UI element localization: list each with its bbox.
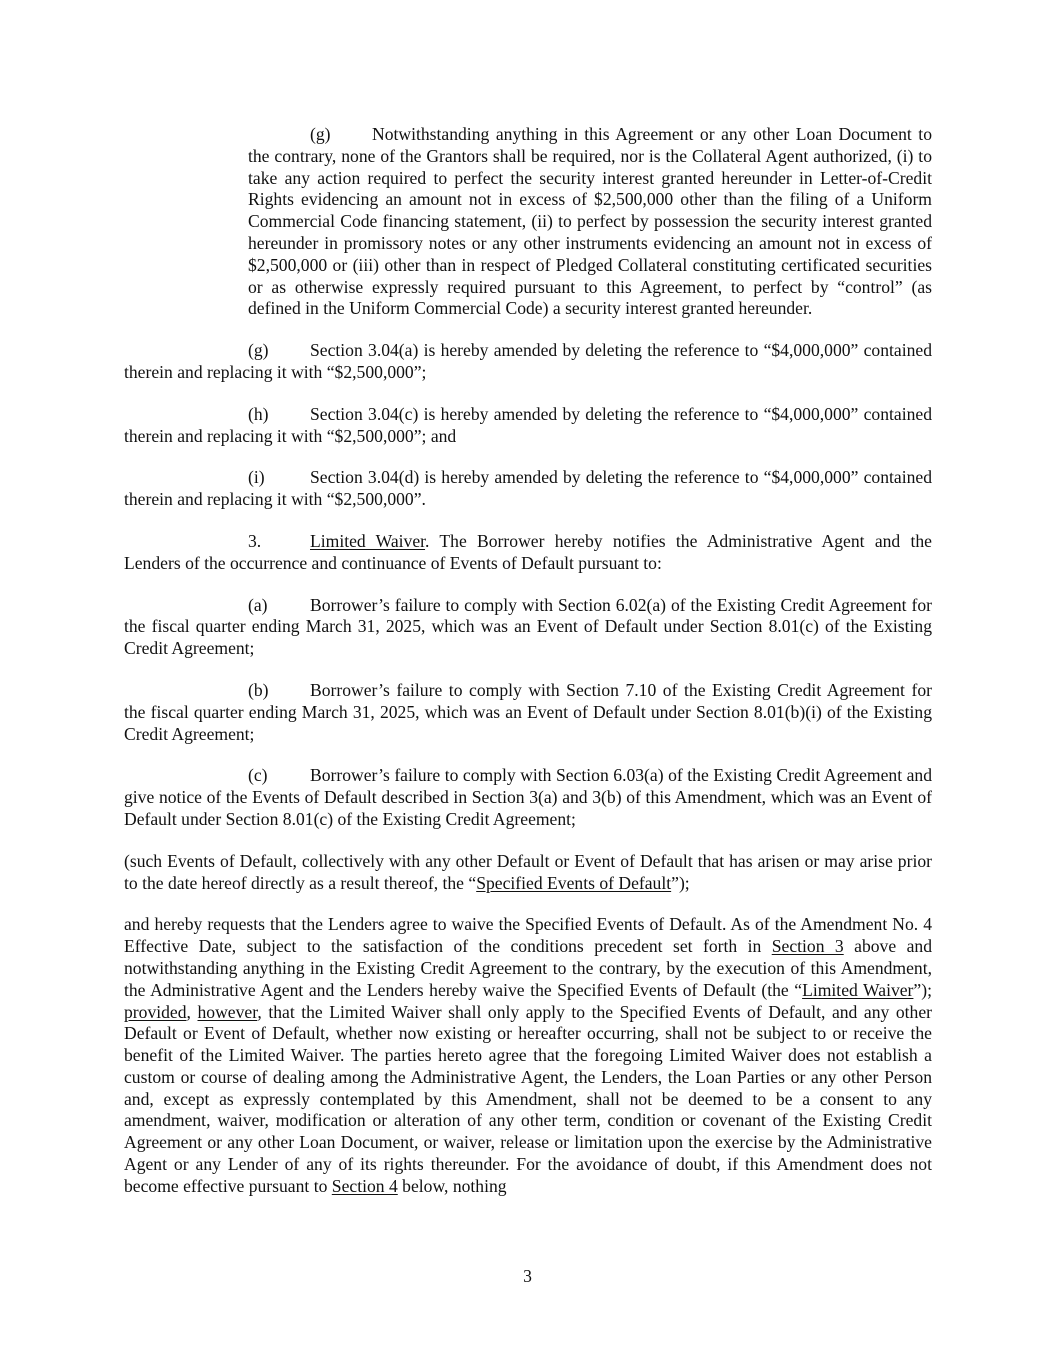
paragraph-a-default xyxy=(124,595,932,660)
paragraph-text: below, nothing xyxy=(397,1175,507,1196)
paragraph-text: and hereby requests that the Lenders agree to waive the Specified Events of Default. As of the Amendment No. 4 Effective Date, subject to the satisfaction of the conditions precedent set forth in xyxy=(124,914,932,957)
paragraph-text: Section 3.04(d) is hereby amended by deleting the reference to “$4,000,000” contained therein and replacing it with “$2,500,000”. xyxy=(124,467,932,510)
paragraph-text: Borrower’s failure to comply with Section 6.03(a) of the Existing Credit Agreement and give notice of the Events of Default described in Section 3(a) and 3(b) of this Amendment, which was an Event of Default under Section 8.01(c) of the Existing Credit Agreement; xyxy=(124,765,932,829)
defined-term: Specified Events of Default xyxy=(476,872,672,893)
document-page xyxy=(124,124,932,1198)
paragraph-text: Notwithstanding anything in this Agreement or any other Loan Document to the contrary, none of the Grantors shall be required, nor is the Collateral Agent authorized, (i) to take any action required to perfect the security interest granted hereunder in Letter-of-Credit Rights evidencing an amount not in excess of $2,500,000 other than the filing of a Uniform Commercial Code financing statement, (ii) to perfect by possession the security interest granted hereunder in promissory notes or any other instruments evidencing an amount not in excess of $2,500,000 or (iii) other than in respect of Pledged Collateral constituting certificated securities or as otherwise expressly required pursuant to this Agreement, to perfect by “control” (as defined in the Uniform Commercial Code) a security interest granted hereunder. xyxy=(248,124,932,319)
paragraph-number: (b) xyxy=(248,679,269,700)
section-reference: Section 4 xyxy=(331,1175,398,1196)
paragraph-text: above and notwithstanding anything in the Existing Credit Agreement to the contrary, by the execution of this Amendment, the Administrative Agent and the Lenders hereby waive the Specified Events of Default (the “ xyxy=(124,936,932,1000)
paragraph-number: (h) xyxy=(248,403,269,424)
paragraph-text: , that the Limited Waiver shall only apply to the Specified Events of Default, and any other Default or Event of Default, whether now existing or hereafter occurring, shall not be subject to or receive the benefit of the Limited Waiver. The parties hereto agree that the foregoing Limited Waiver does not establish a custom or course of dealing among the Administrative Agent, the Lenders, the Loan Parties or any other Person and, except as expressly contemplated by this Amendment, shall not be deemed to be a consent to any amendment, waiver, modification or alteration of any other term, condition or covenant of the Existing Credit Agreement or any other Loan Document, or waiver, release or limitation upon the exercise by the Administrative Agent or any Lender of any of its rights thereunder. For the avoidance of doubt, if this Amendment does not become effective pursuant to xyxy=(124,1001,932,1196)
section-heading: Limited Waiver xyxy=(310,530,426,551)
paragraph-text: Section 3.04(c) is hereby amended by deleting the reference to “$4,000,000” contained therein and replacing it with “$2,500,000”; and xyxy=(124,403,932,446)
paragraph-number: (g) xyxy=(248,340,269,361)
paragraph-specified-events-definition xyxy=(124,851,932,895)
paragraph-b-default xyxy=(124,680,932,745)
defined-term: Limited Waiver xyxy=(802,979,914,1000)
provided-term: provided xyxy=(124,1001,187,1022)
section-3-limited-waiver xyxy=(124,531,932,575)
section-number: 3. xyxy=(248,530,262,551)
paragraph-c-default xyxy=(124,765,932,830)
paragraph-i-section-3-04d xyxy=(124,467,932,511)
paragraph-number: (i) xyxy=(248,467,265,488)
paragraph-number: (a) xyxy=(248,594,268,615)
paragraph-h-section-3-04c xyxy=(124,404,932,448)
paragraph-text: Borrower’s failure to comply with Section 6.02(a) of the Existing Credit Agreement for the fiscal quarter ending March 31, 2025, which was an Event of Default under Section 8.01(c) of the Existing Credit Agreement; xyxy=(124,594,932,659)
paragraph-g-section-3-04a xyxy=(124,340,932,384)
paragraph-text: Borrower’s failure to comply with Section 7.10 of the Existing Credit Agreement for the fiscal quarter ending March 31, 2025, which was an Event of Default under Section 8.01(b)(i) of the Existing Credit Agreement; xyxy=(124,679,932,744)
paragraph-text: ”); xyxy=(671,872,690,893)
section-reference: Section 3 xyxy=(771,936,844,957)
paragraph-text: Section 3.04(a) is hereby amended by deleting the reference to “$4,000,000” contained therein and replacing it with “$2,500,000”; xyxy=(124,340,932,382)
paragraph-text: , xyxy=(186,1001,198,1022)
paragraph-text: (such Events of Default, collectively with any other Default or Event of Default that has arisen or may arise prior to the date hereof directly as a result thereof, the “ xyxy=(124,850,932,893)
paragraph-number: (g) xyxy=(310,124,331,144)
paragraph-text: ”); xyxy=(913,979,932,1000)
paragraph-number: (c) xyxy=(248,765,268,786)
paragraph-g-security-agreement xyxy=(248,124,932,320)
however-term: however xyxy=(197,1001,258,1022)
page-number: 3 xyxy=(523,1266,532,1286)
section-text: . The Borrower hereby notifies the Administrative Agent and the Lenders of the occurrence and continuance of Events of Default pursuant to: xyxy=(124,530,932,573)
paragraph-waiver-request xyxy=(124,914,932,1197)
